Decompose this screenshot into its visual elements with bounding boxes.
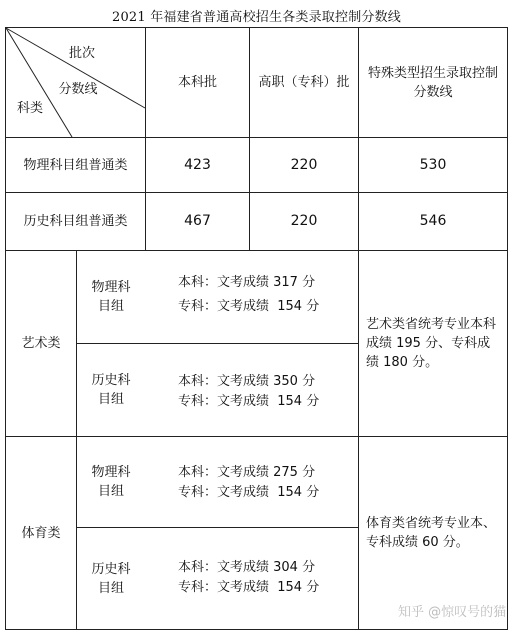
col-header-vocational: 高职（专科）批	[258, 75, 350, 90]
sport-category-label: 体育类	[21, 525, 61, 541]
diag-label-category: 科类	[16, 100, 43, 116]
watermark: 知乎 @惊叹号的猫	[398, 605, 507, 620]
art-history-undergrad-score: 本科：文考成绩 350 分	[178, 373, 316, 389]
sport-physics-sublabel: 物理科目组	[91, 465, 131, 499]
cell-physics-undergrad: 423	[184, 156, 211, 173]
sport-special-note: 体育类省统考专业本、专科成绩 60 分。	[366, 516, 497, 550]
sport-physics-undergrad-score: 本科：文考成绩 275 分	[178, 464, 316, 480]
diag-label-score: 分数线	[58, 81, 98, 97]
art-history-vocational-score: 专科：文考成绩 154 分	[178, 393, 320, 409]
art-physics-undergrad-score: 本科：文考成绩 317 分	[178, 274, 316, 290]
cell-history-vocational: 220	[290, 213, 318, 229]
row-label-history: 历史科目组普通类	[23, 214, 128, 229]
row-label-physics: 物理科目组普通类	[23, 157, 128, 173]
art-history-sublabel: 历史科目组	[91, 373, 131, 407]
art-physics-sublabel: 物理科目组	[91, 280, 131, 314]
art-special-note: 艺术类省统考专业本科成绩 195 分、专科成绩 180 分。	[366, 317, 497, 370]
cell-history-undergrad: 467	[184, 213, 211, 229]
page-title: 2021 年福建省普通高校招生各类录取控制分数线	[111, 10, 402, 25]
col-header-special: 特殊类型招生录取控制分数线	[367, 65, 498, 100]
art-category-label: 艺术类	[21, 336, 61, 351]
sport-physics-vocational-score: 专科：文考成绩 154 分	[178, 484, 320, 500]
cell-history-special: 546	[419, 213, 447, 229]
sport-history-sublabel: 历史科目组	[91, 561, 131, 596]
sport-history-undergrad-score: 本科：文考成绩 304 分	[178, 559, 316, 575]
cell-physics-special: 530	[419, 156, 447, 173]
diag-label-batch: 批次	[68, 45, 95, 61]
art-physics-vocational-score: 专科：文考成绩 154 分	[178, 298, 320, 314]
col-header-undergrad: 本科批	[177, 75, 217, 90]
sport-history-vocational-score: 专科：文考成绩 154 分	[178, 579, 320, 595]
cell-physics-vocational: 220	[290, 156, 318, 173]
